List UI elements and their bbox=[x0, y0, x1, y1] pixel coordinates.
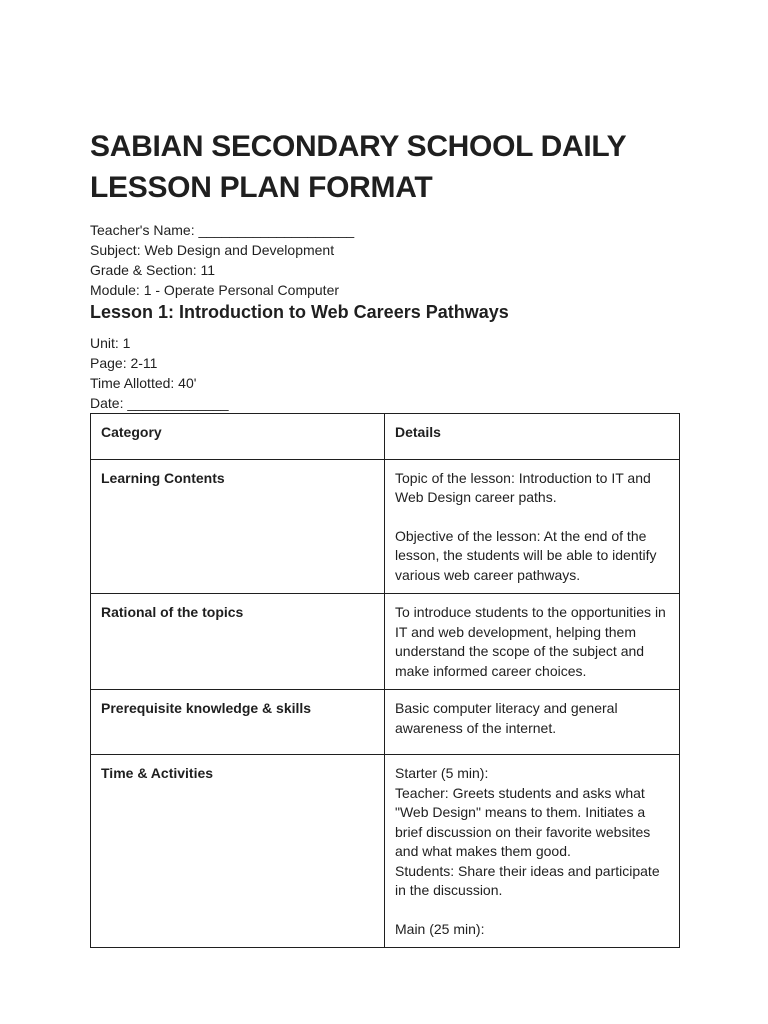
details-paragraph: Teacher: Greets students and asks what "Web Design" means to them. Initiates a brief discussion on their favorite websites and what makes them good. bbox=[395, 784, 651, 859]
document-title bbox=[90, 126, 680, 208]
document-title-line-2: LESSON PLAN FORMAT bbox=[90, 171, 433, 204]
table-row bbox=[91, 690, 680, 755]
lesson-plan-table bbox=[90, 413, 680, 948]
details-paragraph: Students: Share their ideas and participate in the discussion. bbox=[395, 862, 660, 898]
row-details bbox=[385, 594, 680, 690]
unit-line: Unit: 1 bbox=[90, 335, 131, 351]
row-category: Time & Activities bbox=[91, 755, 385, 948]
details-paragraph: Objective of the lesson: At the end of the lesson, the students will be able to identify various web career pathways. bbox=[395, 527, 657, 583]
row-details bbox=[385, 690, 680, 755]
table-row bbox=[91, 594, 680, 690]
document-title-line-1: SABIAN SECONDARY SCHOOL DAILY bbox=[90, 130, 627, 163]
grade-section-line: Grade & Section: 11 bbox=[90, 262, 216, 278]
row-category: Prerequisite knowledge & skills bbox=[91, 690, 385, 755]
header-category: Category bbox=[91, 414, 385, 460]
header-details: Details bbox=[385, 414, 680, 460]
row-details bbox=[385, 459, 680, 594]
row-details bbox=[385, 755, 680, 948]
time-allotted-line: Time Allotted: 40' bbox=[90, 375, 197, 391]
details-paragraph: Topic of the lesson: Introduction to IT and Web Design career paths. bbox=[395, 469, 651, 505]
module-line: Module: 1 - Operate Personal Computer bbox=[90, 282, 340, 298]
details-paragraph: Starter (5 min): bbox=[395, 765, 489, 781]
row-category: Rational of the topics bbox=[91, 594, 385, 690]
date-field: Date: _____________ bbox=[90, 395, 229, 411]
details-paragraph: To introduce students to the opportunities in IT and web development, helping them understand the scope of the subject and make informed career choices. bbox=[395, 604, 666, 679]
lesson-plan-page bbox=[90, 126, 680, 948]
details-paragraph: Main (25 min): bbox=[395, 920, 485, 937]
table-row bbox=[91, 755, 680, 948]
subject-line: Subject: Web Design and Development bbox=[90, 242, 335, 258]
teacher-name-field: Teacher's Name: ____________________ bbox=[90, 222, 355, 238]
table-header-row bbox=[91, 414, 680, 460]
lesson-title: Lesson 1: Introduction to Web Careers Pathways bbox=[90, 302, 509, 322]
row-category: Learning Contents bbox=[91, 459, 385, 594]
page-line: Page: 2-11 bbox=[90, 355, 158, 371]
details-paragraph: Basic computer literacy and general awareness of the internet. bbox=[395, 700, 618, 736]
table-row bbox=[91, 459, 680, 594]
